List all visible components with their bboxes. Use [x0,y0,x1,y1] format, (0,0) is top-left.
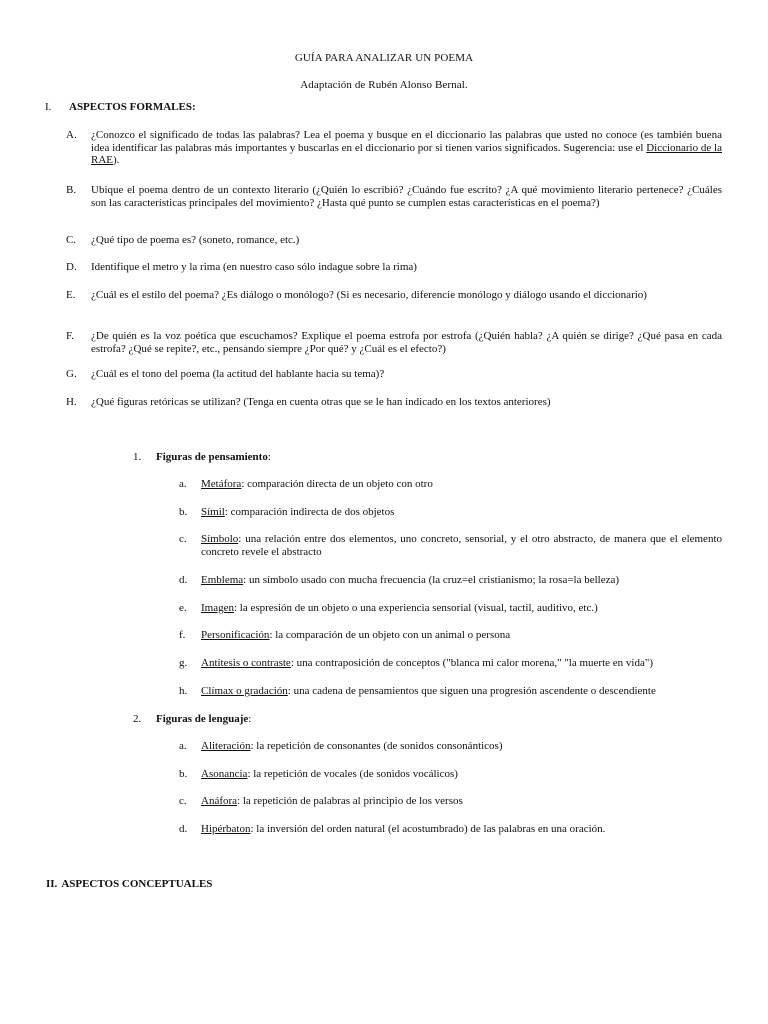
document-subtitle: Adaptación de Rubén Alonso Bernal. [300,79,468,91]
figure-description: : la espresión de un objeto o una experiencia sensorial (visual, tactil, auditivo, etc.) [233,602,598,614]
item-letter: E. [66,289,76,301]
figure-description: : la repetición de vocales (de sonidos vocálicos) [247,768,458,780]
figure-item-metafora: a. Metáfora: comparación directa de un objeto con otro [179,478,433,490]
item-text: Ubique el poema dentro de un contexto literario (¿Quién lo escribió? ¿Cuándo fue escrito? ¿A qué movimiento literario pertenece? ¿Cuáles son las características principales del movimiento? ¿Hasta qué punto se cumplen estas características en el poema?) [91,184,722,209]
figure-description: : una cadena de pensamientos que siguen una progresión ascendente o descendiente [287,685,656,697]
figure-term: Hipérbaton [201,823,251,835]
figure-term: Clímax o gradación [201,685,288,697]
item-text: ¿Conozco el significado de todas las palabras? Lea el poema y busque en el diccionario las palabras que usted no conoce (es también buena idea identificar las palabras más importantes y buscarlas en el diccionario por si tienen varios significados. Sugerencia: use el Diccionario de la RAE). [91,129,722,166]
figure-description: : comparación indirecta de dos objetos [224,506,395,518]
figure-item-climax: h. Clímax o gradación: una cadena de pensamientos que siguen una progresión ascendente o descendiente [179,685,656,697]
list-item-h [66,396,722,409]
section-heading-formales [45,101,196,113]
figure-term: Imagen [201,602,234,614]
figure-term: Personificación [201,629,270,641]
list-item-d [66,261,722,274]
list-item-a [66,129,722,167]
figure-item-asonancia: b. Asonancia: la repetición de vocales (de sonidos vocálicos) [179,768,458,780]
section-number: II. [46,878,58,890]
figure-term: Símbolo [201,533,239,545]
item-text: ¿Cuál es el estilo del poema? ¿Es diálogo o monólogo? (Si es necesario, diferencie monólogo y diálogo usando el diccionario) [91,289,647,301]
section-heading-conceptuales [46,878,212,890]
subsection-number: 2. [133,713,142,725]
figure-item-simbolo: c. Símbolo: una relación entre dos elementos, uno concreto, sensorial, y el otro abstracto, de manera que el elemento concreto revele el abstracto [179,533,722,558]
figure-item-imagen: e. Imagen: la espresión de un objeto o una experiencia sensorial (visual, tactil, auditivo, etc.) [179,602,598,614]
figure-item-aliteracion: a. Aliteración: la repetición de consonantes (de sonidos consonánticos) [179,740,503,752]
figure-description: : la repetición de palabras al principio de los versos [237,795,463,807]
figure-item-personificacion: f. Personificación: la comparación de un objeto con un animal o persona [179,629,511,641]
section-label: ASPECTOS CONCEPTUALES [61,878,213,890]
figure-term: Antítesis o contraste [201,657,291,669]
figure-description: : la repetición de consonantes (de sonidos consonánticos) [250,740,503,752]
figure-description: : una relación entre dos elementos, uno concreto, sensorial, y el otro abstracto, de manera que el elemento concreto revele el abstracto [201,533,722,558]
figure-term: Metáfora [201,478,242,490]
figure-term: Símil [201,506,225,518]
item-text: ¿Cuál es el tono del poema (la actitud del hablante hacia su tema)? [91,368,385,380]
item-letter: G. [66,368,77,380]
figure-description: : un símbolo usado con mucha frecuencia (la cruz=el cristianismo; la rosa=la belleza) [243,574,620,586]
figure-item-anafora: c. Anáfora: la repetición de palabras al principio de los versos [179,795,463,807]
subsection-number: 1. [133,451,142,463]
figure-description: : la comparación de un objeto con un animal o persona [269,629,511,641]
figure-term: Emblema [201,574,244,586]
figure-description: : comparación directa de un objeto con otro [241,478,433,490]
figure-item-simil: b. Símil: comparación indirecta de dos objetos [179,506,395,518]
figure-term: Aliteración [201,740,251,752]
item-text: Identifique el metro y la rima (en nuestro caso sólo indague sobre la rima) [91,261,417,273]
list-item-b [66,184,722,209]
item-text: ¿Qué figuras retóricas se utilizan? (Tenga en cuenta otras que se le han indicado en los textos anteriores) [91,396,551,408]
item-letter: C. [66,234,77,246]
figure-term: Anáfora [201,795,238,807]
item-text: ¿Qué tipo de poema es? (soneto, romance, etc.) [91,234,300,246]
item-text: ¿De quién es la voz poética que escuchamos? Explique el poema estrofa por estrofa (¿Quién habla? ¿A quién se dirige? ¿Qué pasa en cada estrofa? ¿Qué se repite?, etc., pensando siempre ¿Por qué? y ¿Cuál es el efecto?) [91,330,722,355]
subsection-lenguaje: 2. Figuras de lenguaje: [133,713,252,725]
subsection-label: Figuras de pensamiento [156,451,268,463]
item-letter: H. [66,396,77,408]
list-item-c [66,234,722,247]
section-label: ASPECTOS FORMALES: [69,101,196,113]
item-letter: B. [66,184,77,196]
list-item-e [66,289,722,302]
figure-description: : una contraposición de conceptos ("blanca mi calor morena," "la muerte en vida") [290,657,654,669]
document-title: GUÍA PARA ANALIZAR UN POEMA [294,52,474,64]
figure-item-antitesis: g. Antítesis o contraste: una contraposición de conceptos ("blanca mi calor morena," "la muerte en vida") [179,657,654,669]
figure-item-hiperbaton: d. Hipérbaton: la inversión del orden natural (el acostumbrado) de las palabras en una oración. [179,823,606,835]
item-letter: D. [66,261,77,273]
figure-term: Asonancia [201,768,248,780]
subsection-label: Figuras de lenguaje [156,713,249,725]
section-number: I. [45,101,52,113]
figure-item-emblema: d. Emblema: un símbolo usado con mucha frecuencia (la cruz=el cristianismo; la rosa=la belleza) [179,574,620,586]
subsection-pensamiento: 1. Figuras de pensamiento: [133,451,271,463]
rae-dictionary-link[interactable]: Diccionario de la RAE [91,141,722,166]
list-item-f [66,330,722,355]
figure-description: : la inversión del orden natural (el acostumbrado) de las palabras en una oración. [250,823,606,835]
item-letter: F. [66,330,74,342]
item-letter: A. [66,129,77,141]
list-item-g [66,368,722,381]
